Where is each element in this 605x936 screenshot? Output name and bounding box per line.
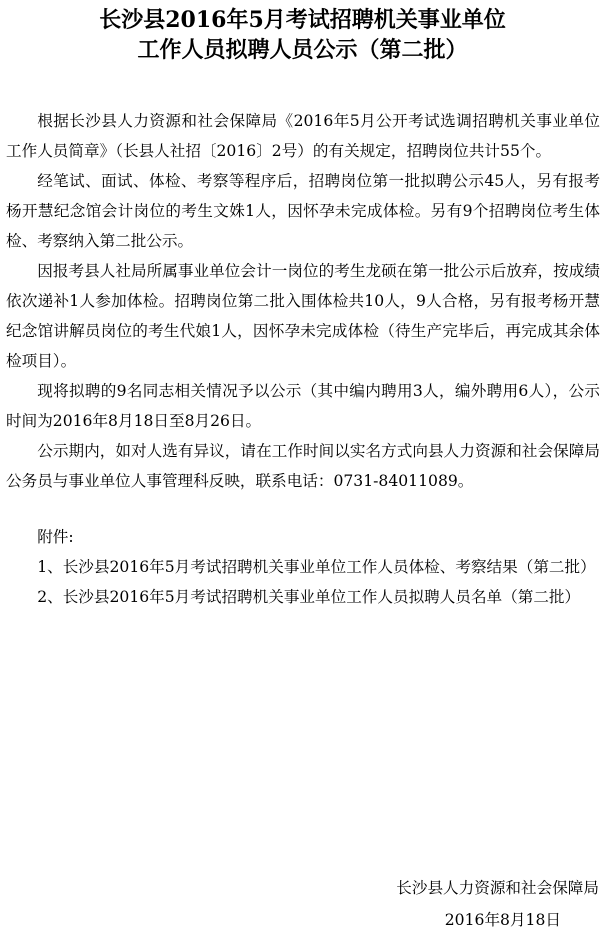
section-spacer bbox=[6, 496, 600, 522]
document-body bbox=[6, 106, 600, 612]
paragraph-publicity-period: 现将拟聘的9名同志相关情况予以公示（其中编内聘用3人，编外聘用6人），公示时间为2016年8月18日至8月26日。 bbox=[6, 382, 600, 430]
signature-organization: 长沙县人力资源和社会保障局 bbox=[396, 879, 599, 897]
signature-block bbox=[396, 872, 599, 936]
paragraph-intro: 根据长沙县人力资源和社会保障局《2016年5月公开考试选调招聘机关事业单位工作人员简章》（长县人社招〔2016〕2号）的有关规定，招聘岗位共计55个。 bbox=[6, 112, 600, 160]
paragraph-second-batch: 因报考县人社局所属事业单位会计一岗位的考生龙硕在第一批公示后放弃，按成绩依次递补1人参加体检。招聘岗位第二批入围体检共10人，9人合格，另有报考杨开慧纪念馆讲解员岗位的考生代娘1人，因怀孕未完成体检（待生产完毕后，再完成其余体检项目）。 bbox=[6, 262, 600, 370]
signature-date: 2016年8月18日 bbox=[444, 911, 561, 929]
attachment-item-2: 2、长沙县2016年5月考试招聘机关事业单位工作人员拟聘人员名单（第二批） bbox=[37, 588, 581, 606]
paragraph-contact: 公示期内，如对人选有异议，请在工作时间以实名方式向县人力资源和社会保障局公务员与事业单位人事管理科反映，联系电话：0731-84011089。 bbox=[6, 442, 600, 490]
document-title bbox=[0, 0, 605, 65]
title-line-1: 长沙县2016年5月考试招聘机关事业单位 bbox=[99, 7, 506, 33]
attachments-label: 附件: bbox=[37, 528, 74, 546]
attachment-item-1: 1、长沙县2016年5月考试招聘机关事业单位工作人员体检、考察结果（第二批） bbox=[37, 558, 596, 576]
paragraph-first-batch: 经笔试、面试、体检、考察等程序后，招聘岗位第一批拟聘公示45人，另有报考杨开慧纪念馆会计岗位的考生文姝1人，因怀孕未完成体检。另有9个招聘岗位考生体检、考察纳入第二批公示。 bbox=[6, 172, 600, 250]
title-line-2: 工作人员拟聘人员公示（第二批） bbox=[137, 37, 468, 63]
